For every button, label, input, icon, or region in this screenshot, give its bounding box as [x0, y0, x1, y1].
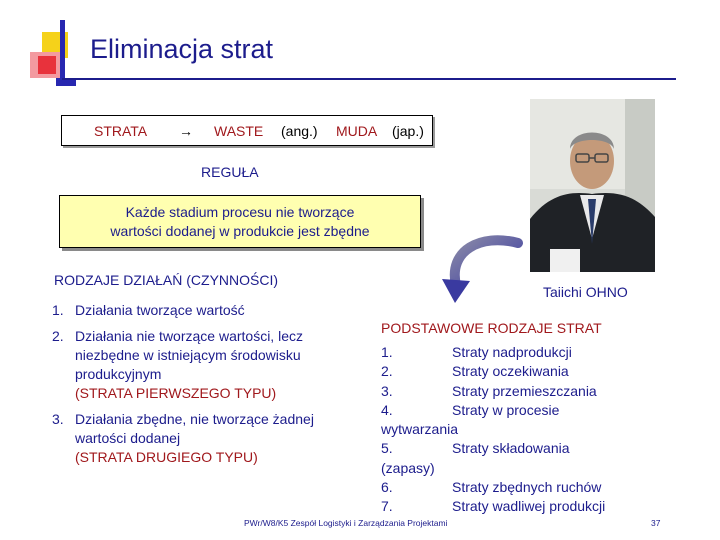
list-item-number: 1.: [52, 302, 64, 318]
arrow-icon: →: [179, 123, 193, 139]
rule-text-line2: wartości dodanej w produkcie jest zbędne: [110, 223, 370, 239]
list-item-note: (STRATA PIERWSZEGO TYPU): [75, 385, 277, 401]
list-item-number: 3.: [52, 411, 64, 427]
curved-arrow-icon: [440, 233, 530, 308]
waste-types-heading: PODSTAWOWE RODZAJE STRAT: [381, 320, 602, 336]
list-item-text: Straty składowania: [452, 440, 570, 457]
list-item: [381, 478, 661, 497]
list-item-text: Straty wadliwej produkcji: [452, 498, 606, 515]
portrait-photo: [530, 99, 655, 272]
logo-red-inner: [38, 56, 56, 74]
list-item-text: Działania tworzące wartość: [75, 302, 245, 318]
list-item-text: Straty przemieszczania: [452, 382, 597, 399]
photo-caption: Taiichi OHNO: [543, 284, 628, 300]
page-number: 37: [651, 518, 661, 528]
list-item: [52, 301, 352, 320]
list-item-number: 1.: [381, 344, 393, 360]
strata-word: STRATA: [94, 123, 148, 139]
rule-box: [59, 195, 421, 248]
list-item-number: 3.: [381, 382, 393, 399]
list-item-text: Straty oczekiwania: [452, 363, 569, 380]
list-item: [381, 362, 661, 381]
list-item-note: (STRATA DRUGIEGO TYPU): [75, 449, 258, 465]
activities-list: [52, 301, 352, 474]
list-item: [381, 401, 661, 420]
slide-title: Eliminacja strat: [90, 34, 274, 64]
rule-text-line1: Każde stadium procesu nie tworzące: [125, 204, 355, 220]
list-item-number: 4.: [381, 401, 393, 418]
list-item-continuation: wytwarzania: [381, 421, 459, 438]
muda-note: (jap.): [392, 123, 424, 139]
waste-types-list: [381, 343, 661, 517]
list-item-text: Straty zbędnych ruchów: [452, 479, 602, 496]
list-item-number: 5.: [381, 440, 393, 457]
footer-text: PWr/W8/K5 Zespół Logistyki i Zarządzania Projektami: [244, 518, 448, 528]
list-item-text: Działania nie tworzące wartości, lecz niezbędne w istniejącym środowisku produkcyjnym: [75, 328, 303, 382]
logo-blue-bar: [60, 20, 65, 86]
list-item-continuation: (zapasy): [381, 459, 435, 476]
list-item-number: 6.: [381, 479, 393, 496]
waste-note: (ang.): [281, 123, 318, 139]
list-item-text: Działania zbędne, nie tworzące żadnej wartości dodanej: [75, 411, 314, 446]
rule-label: REGUŁA: [201, 164, 259, 180]
list-item-text: Straty w procesie: [452, 401, 560, 418]
list-item-number: 7.: [381, 498, 393, 515]
list-item-number: 2.: [52, 328, 64, 344]
list-item-number: 2.: [381, 363, 393, 380]
waste-word: WASTE: [214, 123, 264, 139]
strata-equation-box: [61, 115, 433, 146]
muda-word: MUDA: [336, 123, 378, 139]
list-item: [52, 410, 352, 467]
list-item: [381, 439, 661, 458]
list-item: [52, 327, 352, 403]
list-item: [381, 343, 661, 362]
list-item: [381, 497, 661, 516]
list-item-text: Straty nadprodukcji: [452, 344, 572, 360]
activities-heading: RODZAJE DZIAŁAŃ (CZYNNOŚCI): [54, 272, 279, 288]
title-rule: [62, 78, 676, 80]
list-item: [381, 382, 661, 401]
